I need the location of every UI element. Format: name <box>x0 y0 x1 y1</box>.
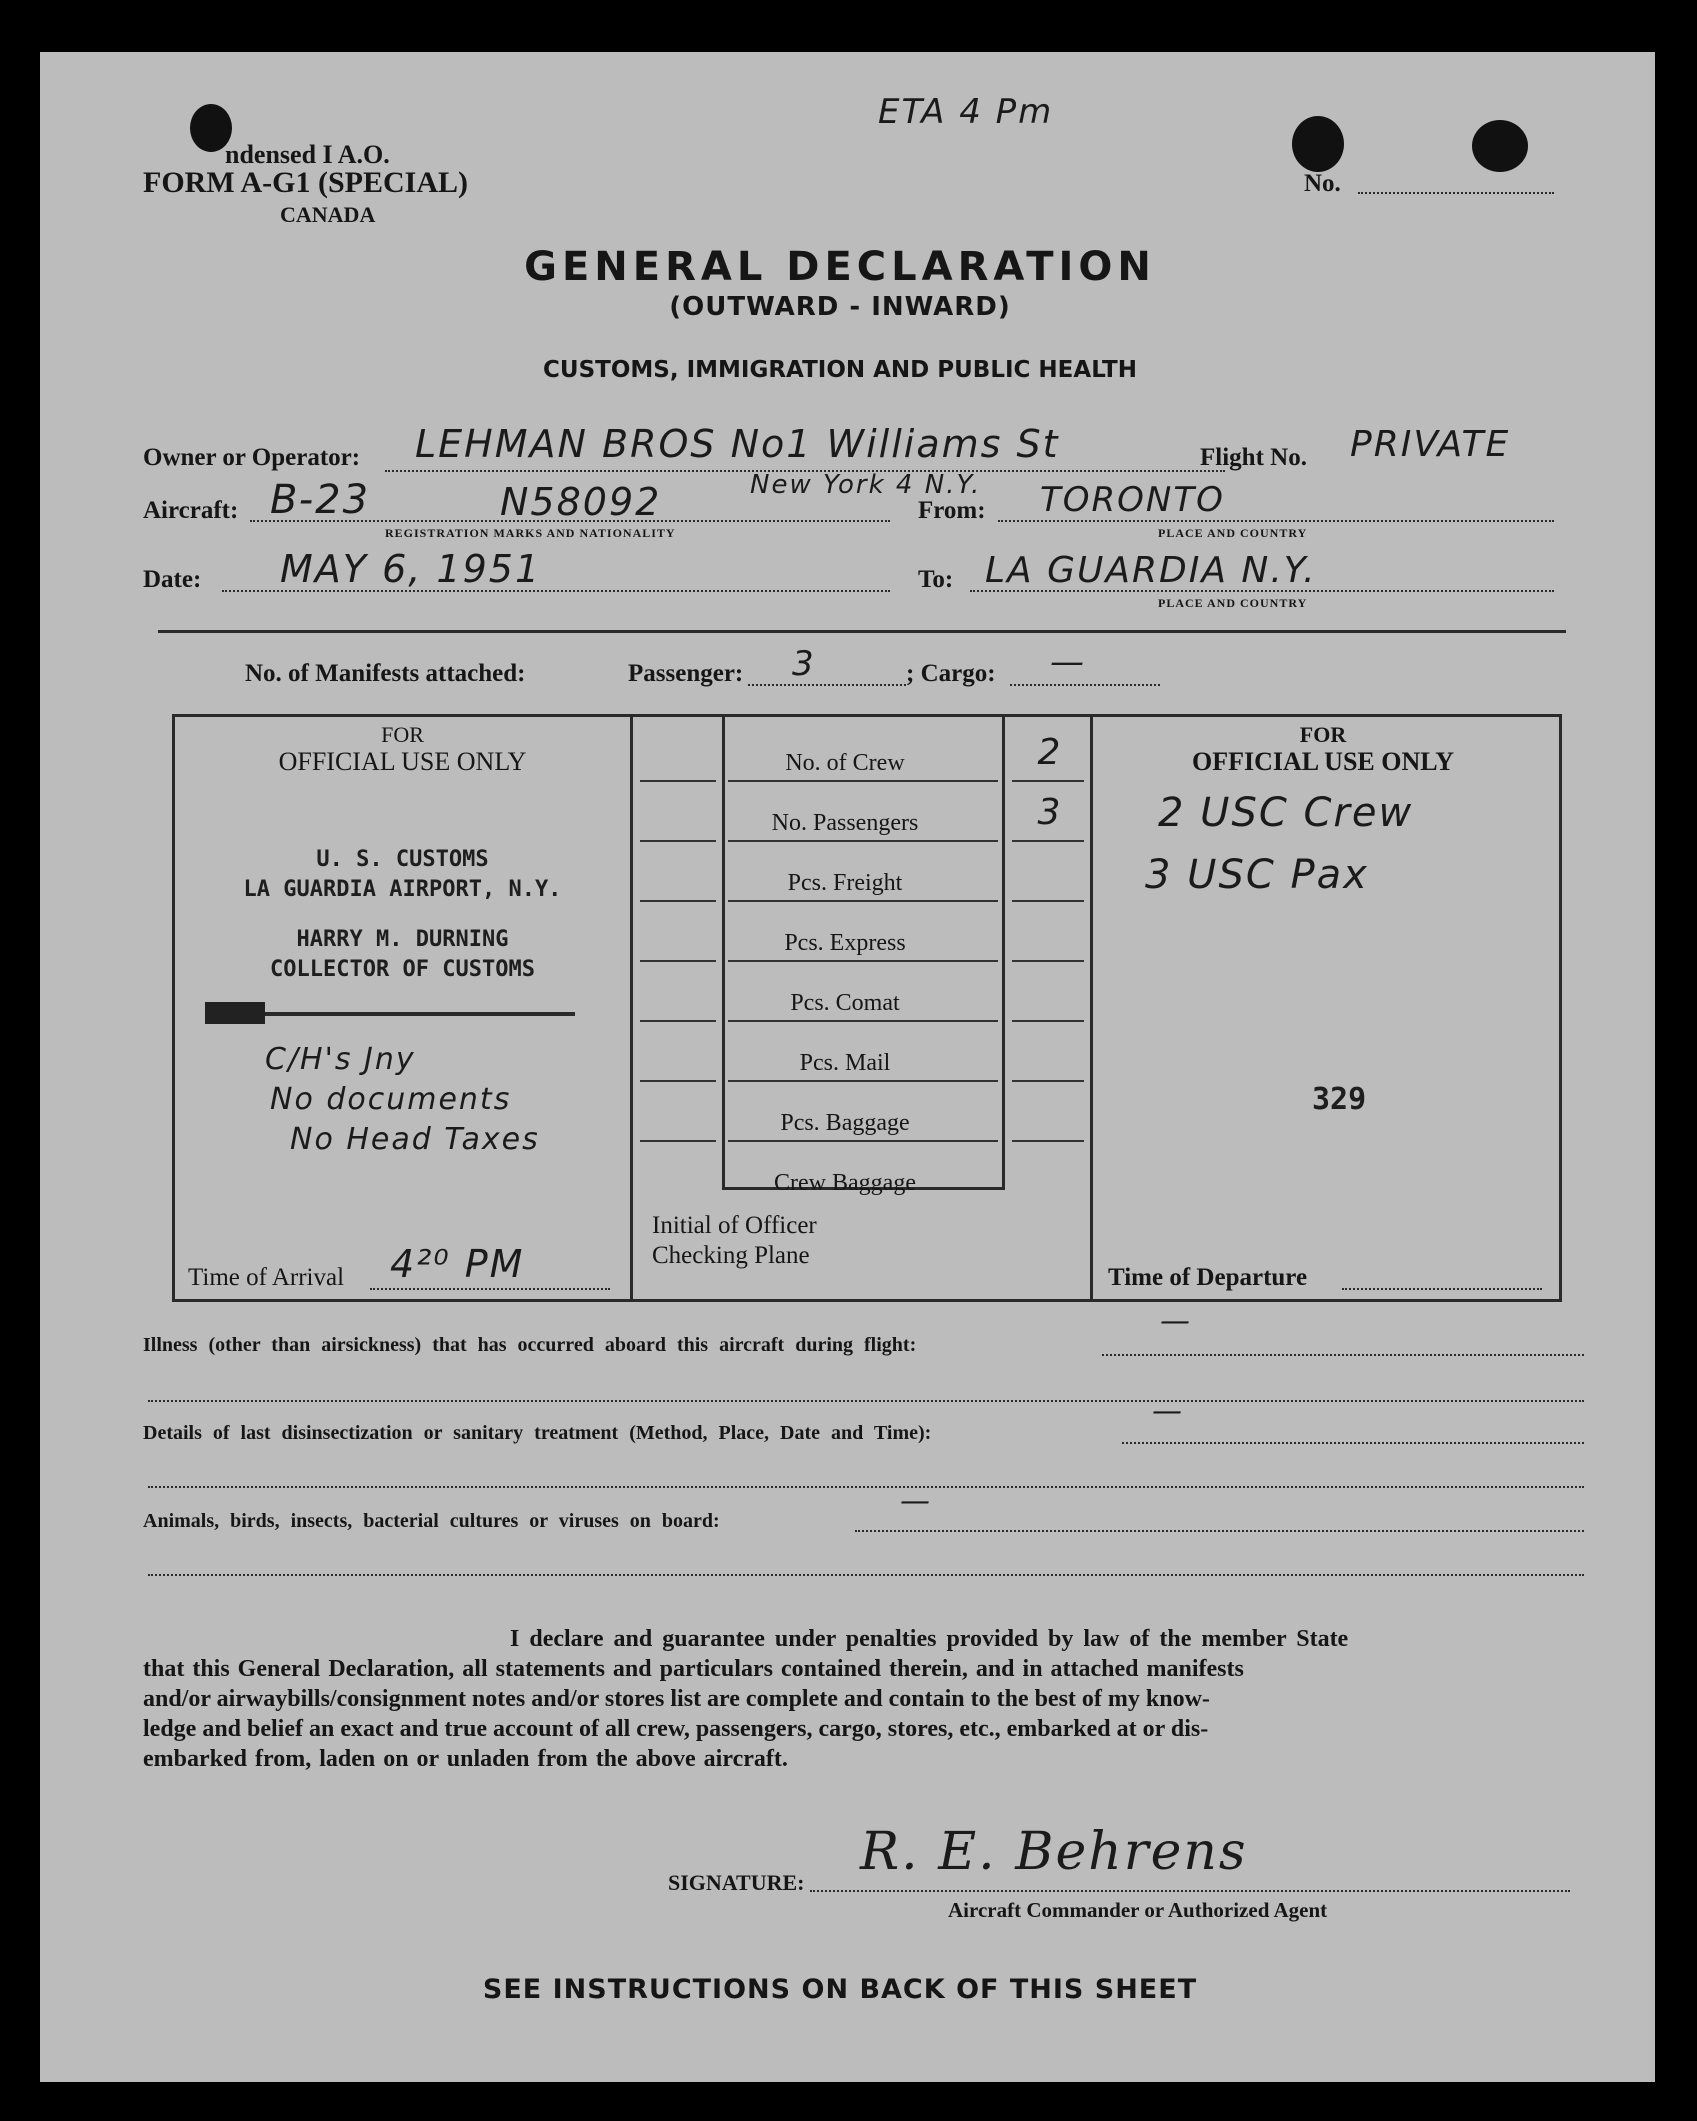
illness-question: Illness (other than airsickness) that has occurred aboard this aircraft during flight: <box>143 1334 917 1356</box>
left-note-3: No Head Taxes <box>290 1122 540 1157</box>
cargo-label: ; Cargo: <box>906 660 996 687</box>
passenger-value: 3 <box>792 644 816 684</box>
count-row-dash-left <box>640 1020 716 1022</box>
count-row-label: Pcs. Comat <box>790 990 900 1016</box>
animals-question: Animals, birds, insects, bacterial cultures or viruses on board: <box>143 1510 720 1532</box>
table-divider-left <box>630 714 633 1300</box>
declaration-line-4: ledge and belief an exact and true account of all crew, passengers, cargo, stores, etc., embarked at or dis- <box>143 1716 1209 1742</box>
count-row-rule <box>728 780 998 782</box>
count-row-dash-left <box>640 1080 716 1082</box>
count-row-label: Pcs. Freight <box>787 870 903 896</box>
flight-value: PRIVATE <box>1350 424 1511 465</box>
customs-stamp-line-2: LA GUARDIA AIRPORT, N.Y. <box>243 877 562 902</box>
animals-line-2 <box>148 1574 1584 1576</box>
illness-line-2 <box>148 1400 1584 1402</box>
declaration-line-5: embarked from, laden on or unladen from the above aircraft. <box>143 1746 788 1772</box>
disinsect-line <box>1122 1442 1584 1444</box>
count-row-dash-right <box>1012 900 1084 902</box>
signature-value: R. E. Behrens <box>860 1822 1248 1882</box>
stamp-underline <box>230 1012 575 1016</box>
left-note-2: No documents <box>270 1082 512 1117</box>
right-for-label: FOR <box>1299 722 1347 747</box>
owner-value-2: New York 4 N.Y. <box>750 470 982 500</box>
time-arrival-value: 4²⁰ PM <box>390 1242 525 1286</box>
no-line <box>1358 192 1554 194</box>
page-title: GENERAL DECLARATION <box>524 244 1156 290</box>
left-for-label: FOR <box>381 722 424 747</box>
count-row-dash-left <box>640 780 716 782</box>
animals-value: — <box>900 1484 932 1519</box>
disinsect-question: Details of last disinsectization or sanitary treatment (Method, Place, Date and Time): <box>143 1422 932 1444</box>
time-arrival-line <box>370 1288 610 1290</box>
count-row-dash-right <box>1012 1140 1084 1142</box>
count-row-rule <box>728 960 998 962</box>
date-label: Date: <box>143 566 202 593</box>
customs-stamp-line-3: HARRY M. DURNING <box>296 927 509 952</box>
count-row-dash-right <box>1012 1020 1084 1022</box>
from-line <box>998 520 1554 522</box>
time-departure-line <box>1342 1288 1542 1290</box>
count-row-label: Pcs. Express <box>784 930 906 956</box>
form-line-1: ndensed I A.O. <box>225 140 390 169</box>
punch-hole-right-1 <box>1292 116 1344 172</box>
time-departure-label: Time of Departure <box>1108 1264 1308 1291</box>
page-subtitle: (OUTWARD - INWARD) <box>669 292 1011 322</box>
disinsect-value: — <box>1152 1394 1184 1429</box>
count-row-dash-right <box>1012 780 1084 782</box>
form-sheet <box>40 52 1655 2082</box>
count-row-label: Crew Baggage <box>774 1170 916 1196</box>
count-row-dash-right <box>1012 840 1084 842</box>
aircraft-label: Aircraft: <box>143 497 239 524</box>
right-official-label: OFFICIAL USE ONLY <box>1192 747 1454 776</box>
declaration-line-2: that this General Declaration, all statements and particulars contained therein, and in attached manifests <box>143 1656 1244 1682</box>
initial-officer-label: Initial of Officer <box>652 1212 817 1239</box>
signature-label: SIGNATURE: <box>668 1870 805 1895</box>
illness-line <box>1102 1354 1584 1356</box>
signature-caption: Aircraft Commander or Authorized Agent <box>948 1898 1328 1922</box>
no-label: No. <box>1304 170 1341 197</box>
time-arrival-label: Time of Arrival <box>188 1264 345 1291</box>
checking-plane-label: Checking Plane <box>652 1242 810 1269</box>
aircraft-type: B-23 <box>270 477 371 523</box>
count-row-rule <box>728 900 998 902</box>
header-divider <box>158 630 1566 633</box>
left-official-label: OFFICIAL USE ONLY <box>278 747 527 776</box>
left-note-1: C/H's Jny <box>265 1042 416 1077</box>
count-row-rule <box>728 840 998 842</box>
count-row-dash-left <box>640 960 716 962</box>
count-row-label: No. Passengers <box>771 810 919 836</box>
count-row-value: 2 <box>1037 732 1063 773</box>
count-row-label: Pcs. Mail <box>799 1050 891 1076</box>
right-number: 329 <box>1312 1082 1367 1117</box>
registration-caption: REGISTRATION MARKS AND NATIONALITY <box>385 526 676 540</box>
right-note-1: 2 USC Crew <box>1158 790 1414 836</box>
cargo-value: — <box>1050 642 1086 682</box>
owner-value: LEHMAN BROS No1 Williams St <box>415 422 1060 466</box>
footer-instructions: SEE INSTRUCTIONS ON BACK OF THIS SHEET <box>482 1974 1198 2005</box>
table-divider-right <box>1090 714 1093 1300</box>
declaration-line-3: and/or airwaybills/consignment notes and/or stores list are complete and contain to the best of my know- <box>143 1686 1210 1712</box>
disinsect-line-2 <box>148 1486 1584 1488</box>
date-value: MAY 6, 1951 <box>280 547 542 591</box>
signature-line <box>810 1890 1570 1892</box>
form-line-3: CANADA <box>280 202 376 227</box>
count-row-dash-left <box>640 840 716 842</box>
count-row-label: No. of Crew <box>785 750 905 776</box>
form-line-2: FORM A-G1 (SPECIAL) <box>143 166 468 199</box>
count-row-dash-left <box>640 900 716 902</box>
count-row-rule <box>728 1020 998 1022</box>
eta-note: ETA 4 Pm <box>878 92 1054 132</box>
passenger-label: Passenger: <box>628 660 744 687</box>
count-row-rule <box>728 1140 998 1142</box>
cargo-line <box>1010 684 1160 686</box>
count-row-rule <box>728 1080 998 1082</box>
flight-label: Flight No. <box>1200 444 1307 471</box>
to-value: LA GUARDIA N.Y. <box>985 550 1317 591</box>
from-caption: PLACE AND COUNTRY <box>1158 526 1308 540</box>
aircraft-registration: N58092 <box>500 480 662 524</box>
declaration-line-1: I declare and guarantee under penalties provided by law of the member State <box>510 1626 1349 1652</box>
manifests-label: No. of Manifests attached: <box>245 660 526 687</box>
agencies-line: CUSTOMS, IMMIGRATION AND PUBLIC HEALTH <box>543 357 1137 383</box>
count-row-dash-left <box>640 1140 716 1142</box>
from-label: From: <box>918 497 986 524</box>
count-row-label: Pcs. Baggage <box>780 1110 910 1136</box>
animals-line <box>855 1530 1584 1532</box>
count-row-dash-right <box>1012 1080 1084 1082</box>
to-caption: PLACE AND COUNTRY <box>1158 596 1308 610</box>
stamp-blot <box>205 1002 265 1024</box>
customs-stamp-line-4: COLLECTOR OF CUSTOMS <box>270 957 535 982</box>
punch-hole-right-2 <box>1472 120 1528 172</box>
count-row-dash-right <box>1012 960 1084 962</box>
count-row-value: 3 <box>1037 792 1063 833</box>
passenger-line <box>748 684 906 686</box>
owner-label: Owner or Operator: <box>143 444 361 471</box>
to-label: To: <box>918 566 954 593</box>
illness-value: — <box>1160 1304 1192 1339</box>
from-value: TORONTO <box>1040 480 1225 520</box>
right-note-2: 3 USC Pax <box>1145 852 1369 898</box>
customs-stamp-line-1: U. S. CUSTOMS <box>316 847 489 872</box>
